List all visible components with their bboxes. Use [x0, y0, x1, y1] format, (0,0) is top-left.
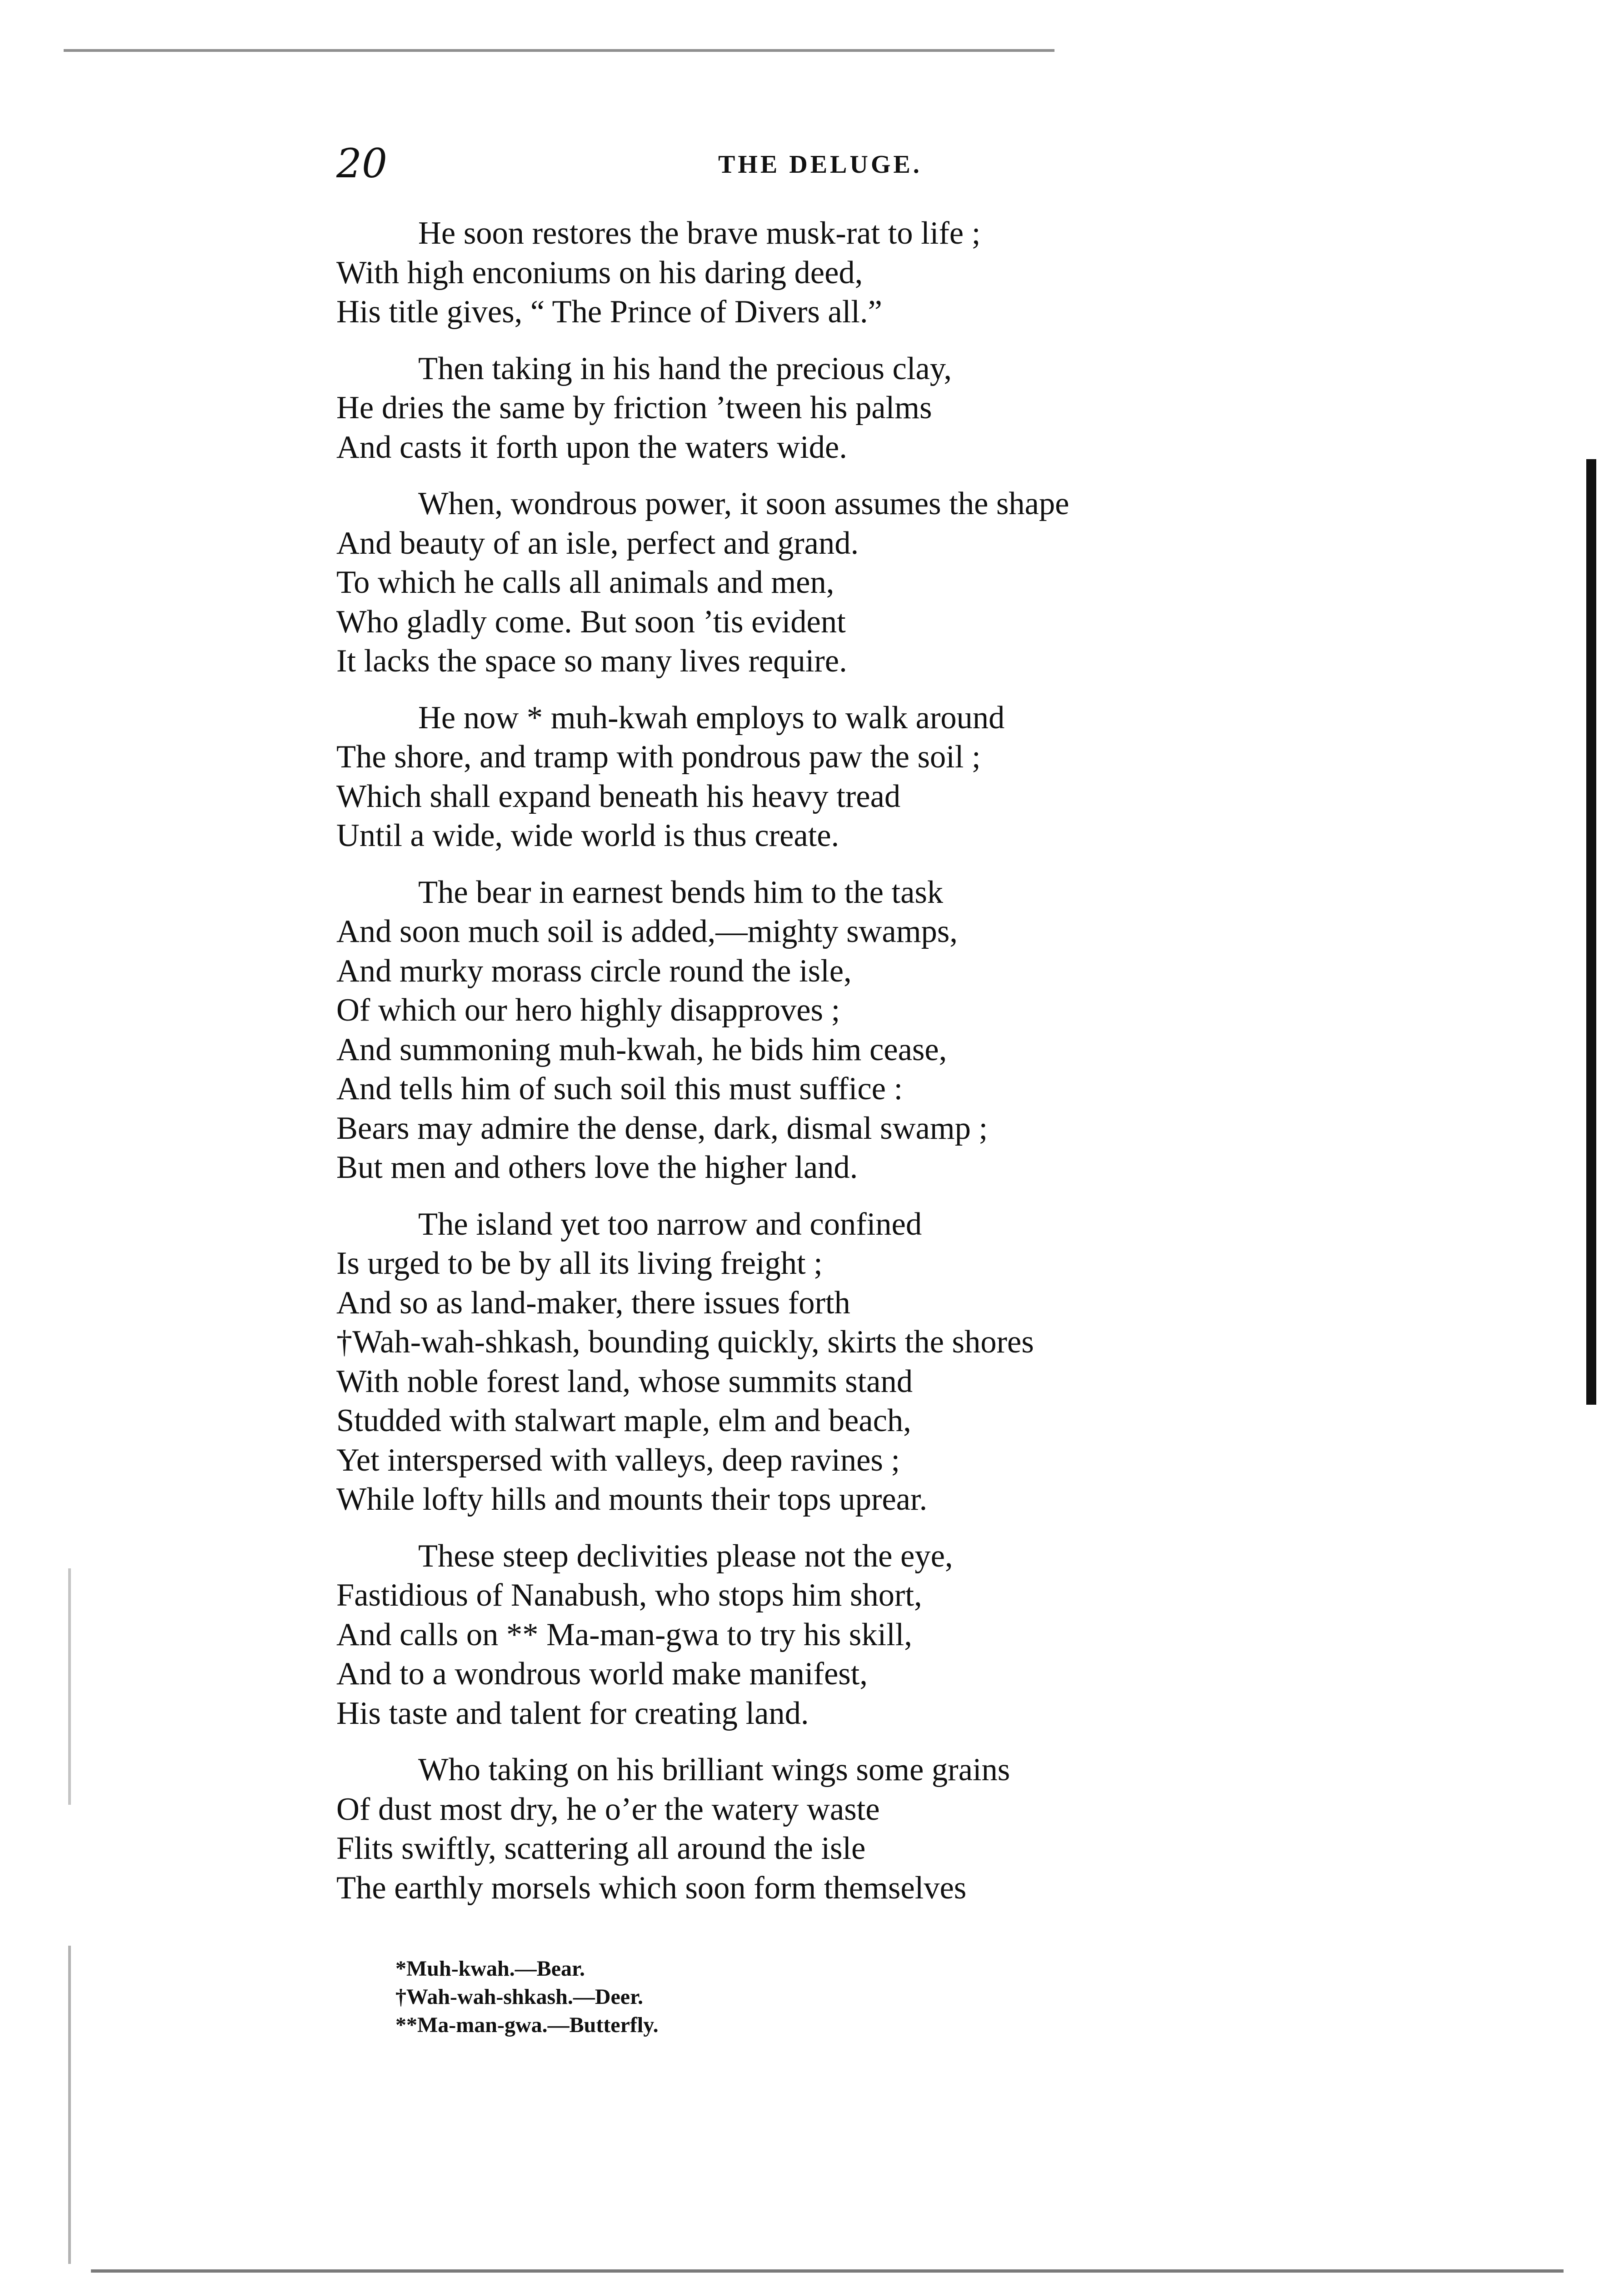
poem-line: Is urged to be by all its living freight ;	[336, 1246, 823, 1281]
page-header	[336, 136, 1382, 195]
poem-line: Yet interspersed with valleys, deep ravines ;	[336, 1442, 900, 1478]
stanza	[336, 1205, 1418, 1519]
footnote: *Muh-kwah.—Bear.	[395, 1957, 585, 1981]
poem-line: Flits swiftly, scattering all around the isle	[336, 1831, 866, 1866]
poem-line: When, wondrous power, it soon assumes the shape	[418, 486, 1069, 521]
poem-line: Which shall expand beneath his heavy tread	[336, 778, 901, 814]
poem-line: It lacks the space so many lives require.	[336, 643, 847, 679]
poem-line: He now * muh-kwah employs to walk around	[418, 700, 1005, 736]
poem-line: And so as land-maker, there issues forth	[336, 1285, 850, 1321]
stanza	[336, 214, 1418, 332]
left-margin-mark	[68, 1946, 71, 2264]
footnotes	[395, 1955, 1214, 2039]
page-number: 20	[336, 140, 387, 187]
poem-line: And beauty of an isle, perfect and grand.	[336, 525, 859, 561]
poem-line: The earthly morsels which soon form themselves	[336, 1870, 967, 1906]
poem-line: And to a wondrous world make manifest,	[336, 1656, 868, 1692]
poem-line: Studded with stalwart maple, elm and beach,	[336, 1403, 911, 1438]
footnote: **Ma-man-gwa.—Butterfly.	[395, 2013, 659, 2037]
poem-line: Of dust most dry, he o’er the watery waste	[336, 1791, 880, 1827]
top-rule	[64, 49, 1054, 52]
poem-line: Then taking in his hand the precious clay,	[418, 350, 952, 386]
poem-line: With noble forest land, whose summits stand	[336, 1363, 913, 1399]
poem-line: And tells him of such soil this must suffice :	[336, 1071, 903, 1106]
poem-line: Who gladly come. But soon ’tis evident	[336, 604, 846, 640]
poem-line: Of which our hero highly disapproves ;	[336, 992, 840, 1028]
stanza	[336, 484, 1418, 681]
poem-line: †Wah-wah-shkash, bounding quickly, skirts the shores	[336, 1324, 1034, 1360]
left-margin-mark	[68, 1568, 71, 1805]
stanza	[336, 1537, 1418, 1733]
poem-body	[336, 214, 1418, 1925]
poem-line: But men and others love the higher land.	[336, 1150, 858, 1185]
poem-line: The island yet too narrow and confined	[418, 1206, 922, 1242]
poem-line: And soon much soil is added,—mighty swamps,	[336, 914, 958, 949]
poem-line: With high enconiums on his daring deed,	[336, 255, 863, 290]
margin-binding-mark	[1586, 459, 1596, 1405]
poem-line: And casts it forth upon the waters wide.	[336, 429, 847, 465]
poem-line: The bear in earnest bends him to the task	[418, 874, 944, 910]
poem-line: And calls on ** Ma-man-gwa to try his skill,	[336, 1617, 912, 1652]
stanza	[336, 1750, 1418, 1908]
poem-line: His taste and talent for creating land.	[336, 1695, 809, 1731]
bottom-rule	[91, 2269, 1564, 2273]
poem-line: He dries the same by friction ’tween his palms	[336, 390, 932, 426]
poem-line: To which he calls all animals and men,	[336, 565, 834, 600]
running-head: THE DELUGE.	[718, 150, 922, 179]
stanza	[336, 698, 1418, 856]
stanza	[336, 873, 1418, 1187]
poem-line: These steep declivities please not the eye,	[418, 1538, 953, 1574]
poem-line: He soon restores the brave musk-rat to life ;	[418, 215, 981, 251]
poem-line: And summoning muh-kwah, he bids him cease,	[336, 1031, 947, 1067]
poem-line: Until a wide, wide world is thus create.	[336, 818, 839, 853]
footnote: †Wah-wah-shkash.—Deer.	[395, 1985, 643, 2009]
poem-line: While lofty hills and mounts their tops uprear.	[336, 1482, 928, 1517]
poem-line: Who taking on his brilliant wings some grains	[418, 1752, 1010, 1787]
stanza	[336, 349, 1418, 467]
poem-line: Bears may admire the dense, dark, dismal swamp ;	[336, 1110, 988, 1146]
poem-line: His title gives, “ The Prince of Divers all.”	[336, 294, 882, 330]
poem-line: The shore, and tramp with pondrous paw the soil ;	[336, 739, 981, 775]
poem-line: Fastidious of Nanabush, who stops him short,	[336, 1577, 922, 1613]
poem-line: And murky morass circle round the isle,	[336, 953, 852, 989]
